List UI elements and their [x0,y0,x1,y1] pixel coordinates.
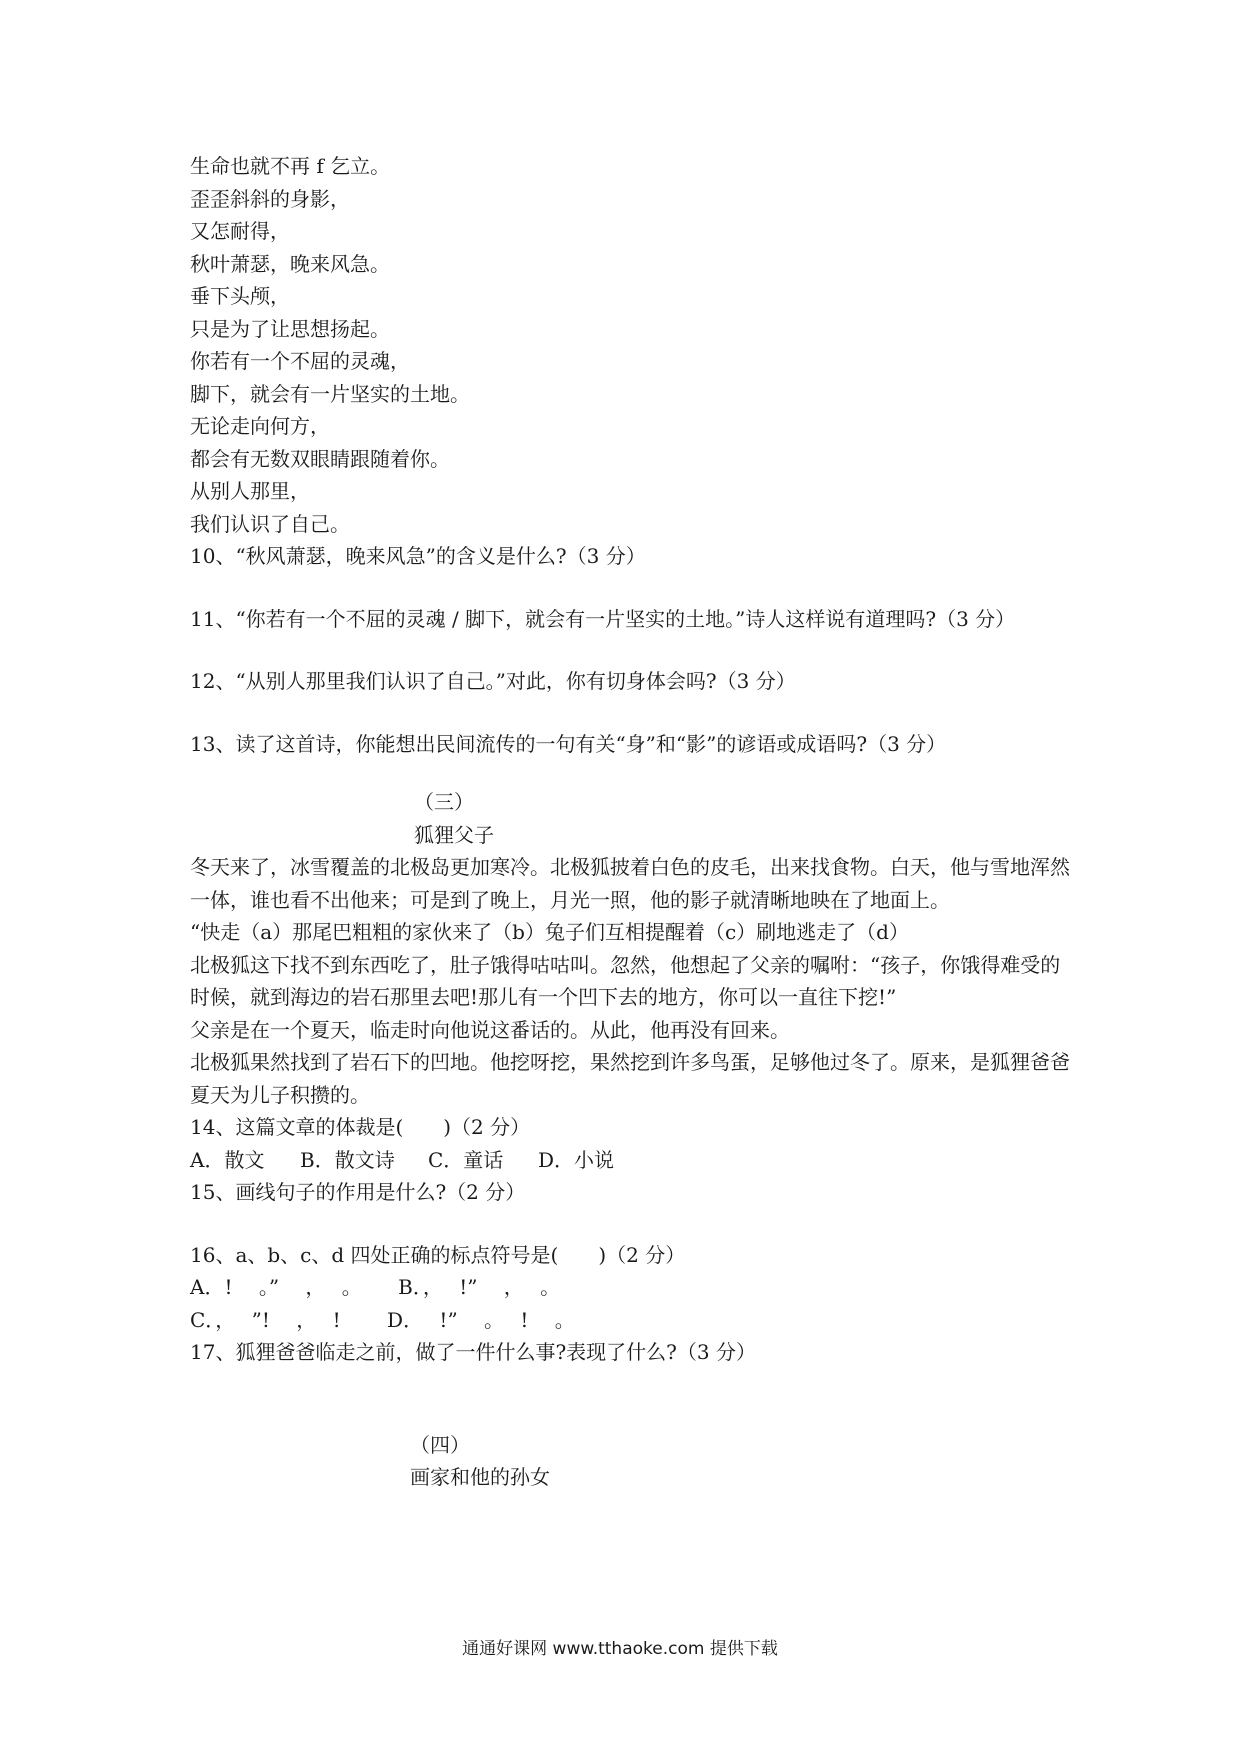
poem-line: 只是为了让思想扬起。 [190,316,390,341]
passage-paragraph: 北极狐这下找不到东西吃了，肚子饿得咕咕叫。忽然，他想起了父亲的嘱咐：“孩子，你饿得难受的时候，就到海边的岩石那里去吧!那儿有一个凹下去的地方，你可以一直往下挖!” [190,952,1061,1009]
page-footer: 通通好课网 www.tthaoke.com 提供下载 [462,1639,778,1659]
question-16: 16、a、b、c、d 四处正确的标点符号是( )（2 分） [190,1242,686,1267]
poem-line: 你若有一个不屈的灵魂， [190,349,410,373]
poem-line: 从别人那里， [190,479,310,503]
option-b: B．散文诗 [300,1147,395,1172]
option-d: D．小说 [538,1147,615,1172]
poem-line: 我们认识了自己。 [190,511,350,536]
question-14-options [190,1144,1070,1177]
option-c: C．童话 [428,1147,504,1172]
question-12: 12、“从别人那里我们认识了自己。”对此，你有切身体会吗?（3 分） [190,669,796,693]
poem-line: 歪歪斜斜的身影， [190,186,350,211]
section-4-number: （四） [410,1432,470,1457]
poem-line: 生命也就不再 f 乞立。 [190,154,391,178]
poem [190,150,1070,540]
passage-paragraph: 父亲是在一个夏天，临走时向他说这番话的。从此，他再没有回来。 [190,1017,790,1042]
passage-paragraph: 冬天来了，冰雪覆盖的北极岛更加寒冷。北极狐披着白色的皮毛，出来找食物。白天，他与雪地浑然一体，谁也看不出他来；可是到了晚上，月光一照，他的影子就清晰地映在了地面上。 [190,855,1070,912]
passage-paragraph: 北极狐果然找到了岩石下的凹地。他挖呀挖，果然挖到许多鸟蛋，足够他过冬了。原来，是狐狸爸爸夏天为儿子积攒的。 [190,1050,1070,1107]
question-13: 13、读了这首诗，你能想出民间流传的一句有关“身”和“影”的谚语或成语吗?（3 分） [190,731,947,756]
question-16-options-cd: C．， ”! ， ! D． !” 。 ! 。 [190,1307,575,1332]
option-a: A．散文 [190,1147,265,1172]
section-4-title: 画家和他的孙女 [410,1465,550,1489]
question-10: 10、“秋风萧瑟，晚来风急”的含义是什么?（3 分） [190,544,646,568]
passage-paragraph: “快走（a）那尾巴粗粗的家伙来了（b）兔子们互相提醒着（c）刷地逃走了（d） [190,920,909,944]
section-3-title: 狐狸父子 [414,822,494,847]
question-17: 17、狐狸爸爸临走之前，做了一件什么事?表现了什么?（3 分） [190,1340,756,1364]
poem-line: 脚下，就会有一片坚实的土地。 [190,381,470,406]
poem-line: 都会有无数双眼睛跟随着你。 [190,446,450,471]
poem-line: 秋叶萧瑟，晚来风急。 [190,251,390,276]
question-14: 14、这篇文章的体裁是( )（2 分） [190,1115,531,1139]
section-3-number: （三） [414,790,474,814]
poem-line: 无论走向何方， [190,414,330,438]
question-16-options-ab: A．! 。” ， 。 B．， !” ， 。 [190,1275,561,1299]
poem-line: 又怎耐得， [190,219,290,243]
poem-line: 垂下头颅， [190,284,290,308]
question-11: 11、“你若有一个不屈的灵魂 / 脚下，就会有一片坚实的土地。”诗人这样说有道理吗?（3 分） [190,606,1016,631]
question-15: 15、画线句子的作用是什么?（2 分） [190,1180,526,1204]
document-body [190,150,1070,1494]
